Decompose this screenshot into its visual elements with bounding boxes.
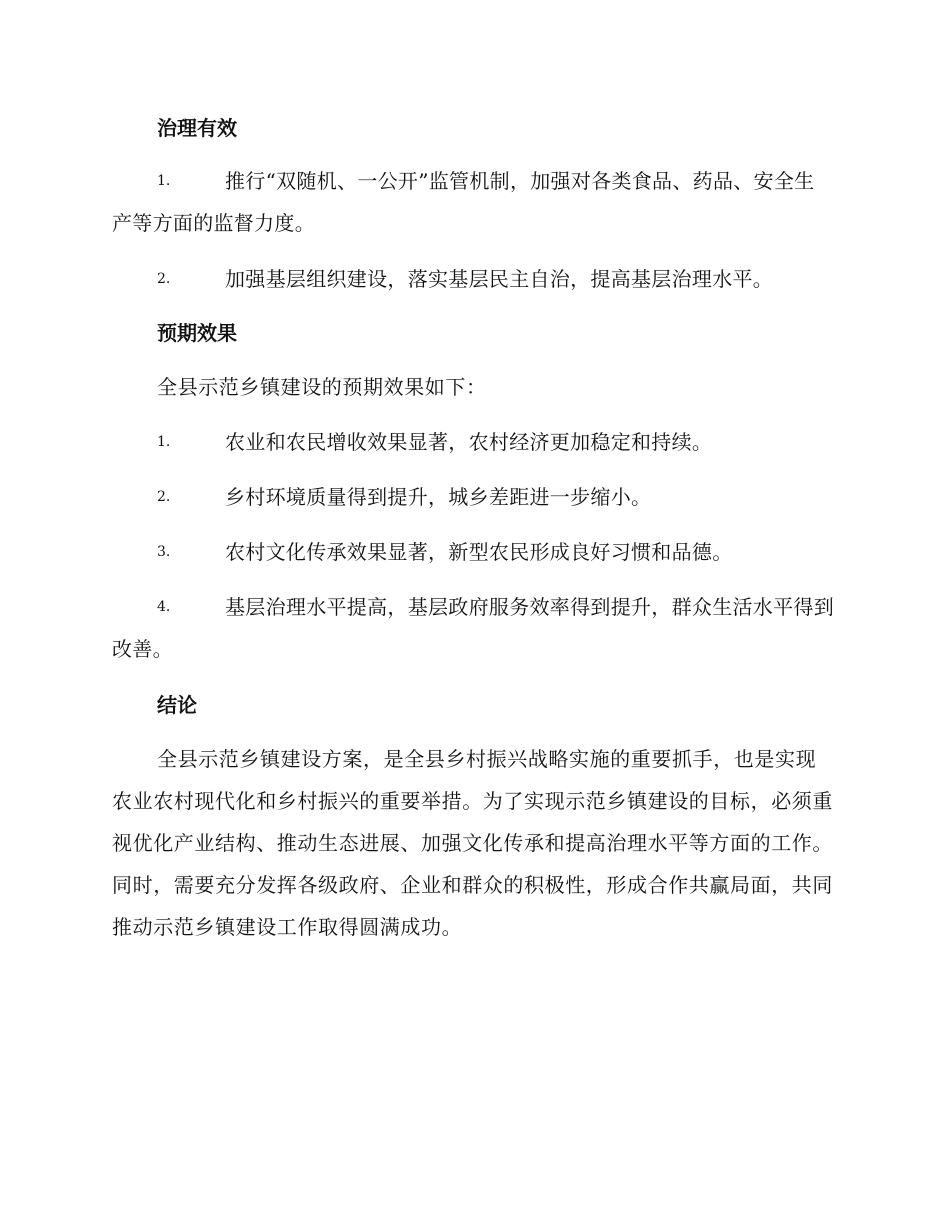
section-heading-conclusion: 结论 bbox=[157, 693, 197, 717]
list-item-number: 1. bbox=[157, 434, 171, 450]
section-heading-expected-results: 预期效果 bbox=[157, 321, 237, 345]
list-item-text: 基层治理水平提高，基层政府服务效率得到提升，群众生活水平得到改善。 bbox=[112, 595, 834, 661]
list-item bbox=[112, 421, 834, 463]
list-item-text: 推行“双随机、一公开”监管机制，加强对各类食品、药品、安全生产等方面的监督力度。 bbox=[112, 169, 815, 235]
list-item-number: 2. bbox=[157, 489, 171, 505]
list-item-text: 农业和农民增收效果显著，农村经济更加稳定和持续。 bbox=[225, 430, 713, 454]
list-item-number: 4. bbox=[157, 599, 171, 615]
list-item-number: 2. bbox=[157, 271, 171, 287]
section-heading-governance: 治理有效 bbox=[157, 116, 237, 140]
list-item bbox=[112, 476, 834, 518]
list-item-text: 农村文化传承效果显著，新型农民形成良好习惯和品德。 bbox=[225, 540, 733, 564]
conclusion-paragraph: 全县示范乡镇建设方案，是全县乡村振兴战略实施的重要抓手，也是实现农业农村现代化和乡村振兴的重要举措。为了实现示范乡镇建设的目标，必须重视优化产业结构、推动生态进展、加强文化传承和提高治理水平等方面的工作。同时，需要充分发挥各级政府、企业和群众的积极性，形成合作共赢局面，共同推动示范乡镇建设工作取得圆满成功。 bbox=[112, 747, 833, 939]
list-item-text: 乡村环境质量得到提升，城乡差距进一步缩小。 bbox=[225, 485, 652, 509]
list-item bbox=[112, 160, 834, 244]
list-item-number: 3. bbox=[157, 544, 171, 560]
list-item bbox=[112, 586, 834, 670]
list-item-number: 1. bbox=[157, 173, 171, 189]
list-item bbox=[112, 258, 834, 300]
list-item-text: 加强基层组织建设，落实基层民主自治，提高基层治理水平。 bbox=[225, 267, 774, 291]
list-item bbox=[112, 531, 834, 573]
intro-paragraph: 全县示范乡镇建设的预期效果如下： bbox=[157, 375, 487, 399]
